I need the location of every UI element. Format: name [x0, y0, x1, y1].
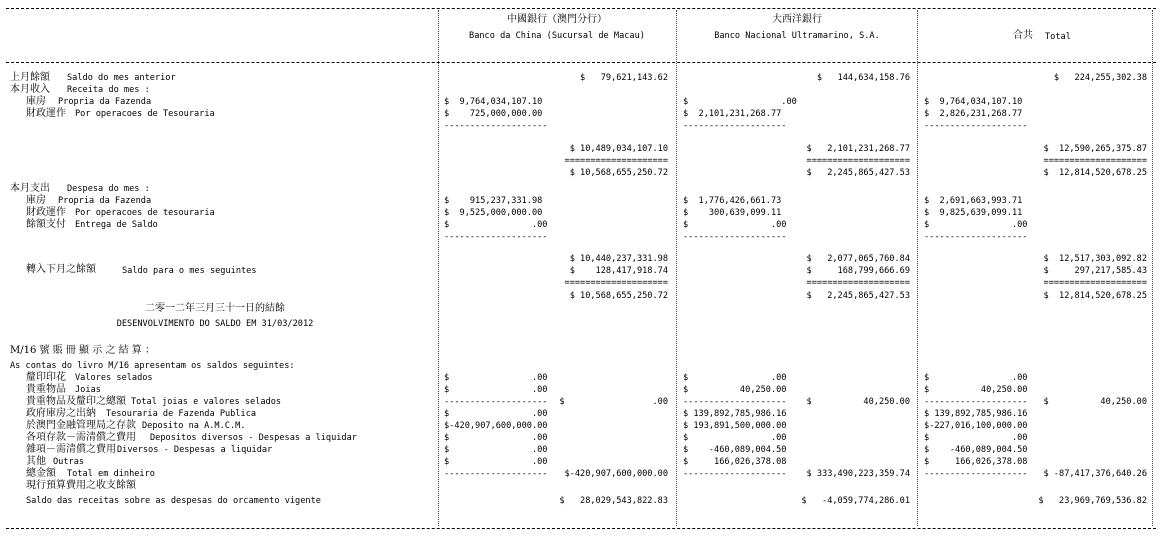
m16-row-2-bnu-sep: --------------------	[683, 397, 787, 407]
m16-row-5-pt: Depositos diversos - Despesas a liquidar	[150, 433, 357, 443]
m16-row-8-zh: 總金額	[26, 468, 56, 479]
m16-row-4-zh: 於澳門金融管理局之存款	[26, 420, 136, 431]
s2-row-0-pt: Propria da Fazenda	[58, 196, 152, 206]
m16-row-2-zh: 貴重物品及釐印之總額	[26, 396, 126, 407]
m16-row-3-pt: Tesouraria de Fazenda Publica	[106, 409, 257, 419]
m16-row-2-total-sep: --------------------	[924, 397, 1028, 407]
m16-row-6-total: $ -460,089,004.50	[924, 445, 1028, 455]
s1-grand-boc: $ 10,568,655,250.72	[569, 168, 668, 178]
s1-row-2-total: $ 9,764,034,107.10	[924, 97, 1023, 107]
s1-sep-boc: --------------------	[444, 121, 548, 131]
s2-row-1-bnu: $ 300,639,099.11	[683, 208, 782, 218]
col-sep-3	[917, 10, 918, 526]
s1-row-2-bnu: $ .00	[683, 97, 797, 107]
m16-row-0-total: $ .00	[924, 373, 1028, 383]
s1-row-3-zh: 財政運作	[26, 108, 66, 119]
s1-dbl-bnu: ====================	[806, 156, 910, 166]
m16-row-6-pt: Diversos - Despesas a liquidar	[117, 445, 273, 455]
m16-row-8-boc: $-420,907,600,000.00	[564, 469, 668, 479]
s2-dbl-bnu: ====================	[806, 278, 910, 288]
s1-subtotal-bnu: $ 2,101,231,268.77	[806, 144, 910, 154]
s1-grand-bnu: $ 2,245,865,427.53	[806, 168, 910, 178]
boc-name-pt: Banco da China (Sucursal de Macau)	[469, 31, 645, 41]
budget-bnu: $ -4,059,774,286.01	[801, 496, 910, 506]
m16-row-7-boc: $ .00	[444, 457, 548, 467]
budget-zh: 現行預算費用之收支餘額	[26, 480, 136, 491]
m16-row-7-bnu: $ 166,026,378.08	[683, 457, 787, 467]
m16-row-4-bnu: $ 193,891,500,000.00	[683, 421, 787, 431]
m16-row-7-zh: 其他	[26, 456, 46, 467]
s2-row-2-total: $ .00	[924, 220, 1028, 230]
s2-grand-total: $ 12,814,520,678.25	[1043, 291, 1147, 301]
m16-row-7-total: $ 166,026,378.08	[924, 457, 1028, 467]
m16-row-3-boc: $ .00	[444, 409, 548, 419]
top-rule	[6, 8, 1156, 9]
m16-row-2-total: $ 40,250.00	[1043, 397, 1147, 407]
s2-row-2-boc: $ .00	[444, 220, 548, 230]
s1-row-0-boc: $ 79,621,143.62	[580, 73, 668, 83]
bnu-name-zh: 大西洋銀行	[772, 14, 822, 25]
m16-row-3-zh: 政府庫房之出納	[26, 408, 96, 419]
header-rule	[6, 62, 1156, 63]
closing-title-pt: DESENVOLVIMENTO DO SALDO EM 31/03/2012	[116, 319, 314, 329]
s2-row-0-zh: 庫房	[26, 195, 46, 206]
m16-row-5-total: $ .00	[924, 433, 1028, 443]
m16-row-6-bnu: $ -460,089,004.50	[683, 445, 787, 455]
m16-row-2-boc-sep: --------------------	[444, 397, 548, 407]
m16-row-2-pt: Total joias e valores selados	[131, 397, 282, 407]
s1-subtotal-total: $ 12,590,265,375.87	[1043, 144, 1147, 154]
m16-row-8-bnu: $ 333,490,223,359.74	[806, 469, 910, 479]
col-sep-2	[676, 10, 677, 526]
total-name-zh: 合共	[1013, 30, 1033, 41]
s1-row-0-total: $ 224,255,302.38	[1053, 73, 1147, 83]
m16-row-0-bnu: $ .00	[683, 373, 787, 383]
s2-sep-total: --------------------	[924, 232, 1028, 242]
s2-subtotal-boc: $ 10,440,237,331.98	[569, 254, 668, 264]
s1-subtotal-boc: $ 10,489,034,107.10	[569, 144, 668, 154]
carry-bnu: $ 168,799,666.69	[806, 266, 910, 276]
s1-row-1-pt: Receita do mes :	[67, 85, 150, 95]
m16-row-0-zh: 釐印印花	[26, 372, 66, 383]
s1-row-2-pt: Propria da Fazenda	[58, 97, 152, 107]
m16-row-8-total-sep: --------------------	[924, 469, 1028, 479]
s1-row-0-zh: 上月餘額	[10, 72, 50, 83]
m16-row-1-zh: 貴重物品	[26, 384, 66, 395]
s2-row-0-bnu: $ 1,776,426,661.73	[683, 196, 782, 206]
m16-row-7-pt: Outras	[53, 457, 85, 467]
s1-row-0-bnu: $ 144,634,158.76	[816, 73, 910, 83]
s2-row-1-total: $ 9,825,639,099.11	[924, 208, 1023, 218]
m16-row-8-bnu-sep: --------------------	[683, 469, 787, 479]
s2-row-1-pt: Por operacoes de tesouraria	[75, 208, 215, 218]
s1-row-3-boc: $ 725,000,000.00	[444, 109, 543, 119]
s1-row-3-total: $ 2,826,231,268.77	[924, 109, 1023, 119]
s1-row-2-boc: $ 9,764,034,107.10	[444, 97, 543, 107]
m16-row-2-bnu: $ 40,250.00	[806, 397, 910, 407]
s2-dbl-total: ====================	[1043, 278, 1147, 288]
s2-row-0-boc: $ 915,237,331.98	[444, 196, 543, 206]
m16-row-1-total: $ 40,250.00	[924, 385, 1028, 395]
s1-row-1-zh: 本月收入	[10, 84, 50, 95]
s1-grand-total: $ 12,814,520,678.25	[1043, 168, 1147, 178]
col-sep-4	[1152, 10, 1153, 526]
s2-subtotal-bnu: $ 2,077,065,760.84	[806, 254, 910, 264]
s1-row-3-pt: Por operacoes de Tesouraria	[75, 109, 215, 119]
m16-row-0-pt: Valores selados	[75, 373, 153, 383]
s2-row-2-bnu: $ .00	[683, 220, 787, 230]
s2-row-1-zh: 財政運作	[26, 207, 66, 218]
s1-row-0-pt: Saldo do mes anterior	[67, 73, 176, 83]
m16-row-8-pt: Total em dinheiro	[67, 469, 155, 479]
budget-total: $ 23,969,769,536.82	[1038, 496, 1147, 506]
m16-row-5-bnu: $ .00	[683, 433, 787, 443]
bottom-rule	[6, 528, 1156, 529]
m16-row-1-boc: $ .00	[444, 385, 548, 395]
col-sep-1	[438, 10, 439, 526]
m16-row-4-total: $-227,016,100,000.00	[924, 421, 1028, 431]
s2-head-pt: Despesa do mes :	[67, 184, 150, 194]
s2-row-2-zh: 餘額支付	[26, 219, 66, 230]
carry-zh: 轉入下月之餘額	[26, 264, 96, 275]
s2-sep-bnu: --------------------	[683, 232, 787, 242]
boc-name-zh: 中國銀行（澳門分行）	[507, 14, 607, 25]
m16-row-5-zh: 各項存款－需清償之費用	[26, 432, 136, 443]
m16-row-4-pt: Deposito na A.M.C.M.	[142, 421, 246, 431]
s2-grand-bnu: $ 2,245,865,427.53	[806, 291, 910, 301]
m16-row-6-boc: $ .00	[444, 445, 548, 455]
m16-subtitle: As contas do livro M/16 apresentam os saldos seguintes:	[10, 361, 295, 371]
closing-title-zh: 二零一二年三月三十一日的結餘	[145, 303, 285, 314]
m16-title: M/16 號 賬 冊 顯 示 之 結 算 ：	[10, 345, 155, 356]
s1-sep-total: --------------------	[924, 121, 1028, 131]
bnu-name-pt: Banco Nacional Ultramarino, S.A.	[714, 31, 880, 41]
m16-row-8-total: $ -87,417,376,640.26	[1043, 469, 1147, 479]
m16-row-5-boc: $ .00	[444, 433, 548, 443]
s1-row-3-bnu: $ 2,101,231,268.77	[683, 109, 782, 119]
m16-row-2-boc: $ .00	[559, 397, 668, 407]
s1-row-2-zh: 庫房	[26, 96, 46, 107]
s2-row-2-pt: Entrega de Saldo	[75, 220, 158, 230]
budget-boc: $ 28,029,543,822.83	[559, 496, 668, 506]
budget-pt: Saldo das receitas sobre as despesas do orcamento vigente	[26, 496, 321, 506]
carry-total: $ 297,217,585.43	[1043, 266, 1147, 276]
m16-row-3-bnu: $ 139,892,785,986.16	[683, 409, 787, 419]
total-name-pt: Total	[1045, 32, 1071, 42]
m16-row-6-zh: 雜項－需清償之費用	[26, 444, 116, 455]
carry-boc: $ 128,417,918.74	[569, 266, 668, 276]
s1-dbl-boc: ====================	[564, 156, 668, 166]
s2-grand-boc: $ 10,568,655,250.72	[569, 291, 668, 301]
m16-row-1-pt: Joias	[75, 385, 101, 395]
m16-row-4-boc: $-420,907,600,000.00	[444, 421, 548, 431]
s2-dbl-boc: ====================	[564, 278, 668, 288]
s2-row-1-boc: $ 9,525,000,000.00	[444, 208, 543, 218]
m16-row-3-total: $ 139,892,785,986.16	[924, 409, 1028, 419]
s1-sep-bnu: --------------------	[683, 121, 787, 131]
s2-row-0-total: $ 2,691,663,993.71	[924, 196, 1023, 206]
m16-row-1-bnu: $ 40,250.00	[683, 385, 787, 395]
s2-head-zh: 本月支出	[10, 183, 50, 194]
s1-dbl-total: ====================	[1043, 156, 1147, 166]
m16-row-8-boc-sep: --------------------	[444, 469, 548, 479]
s2-subtotal-total: $ 12,517,303,092.82	[1043, 254, 1147, 264]
m16-row-0-boc: $ .00	[444, 373, 548, 383]
s2-sep-boc: --------------------	[444, 232, 548, 242]
carry-pt: Saldo para o mes seguintes	[122, 266, 257, 276]
